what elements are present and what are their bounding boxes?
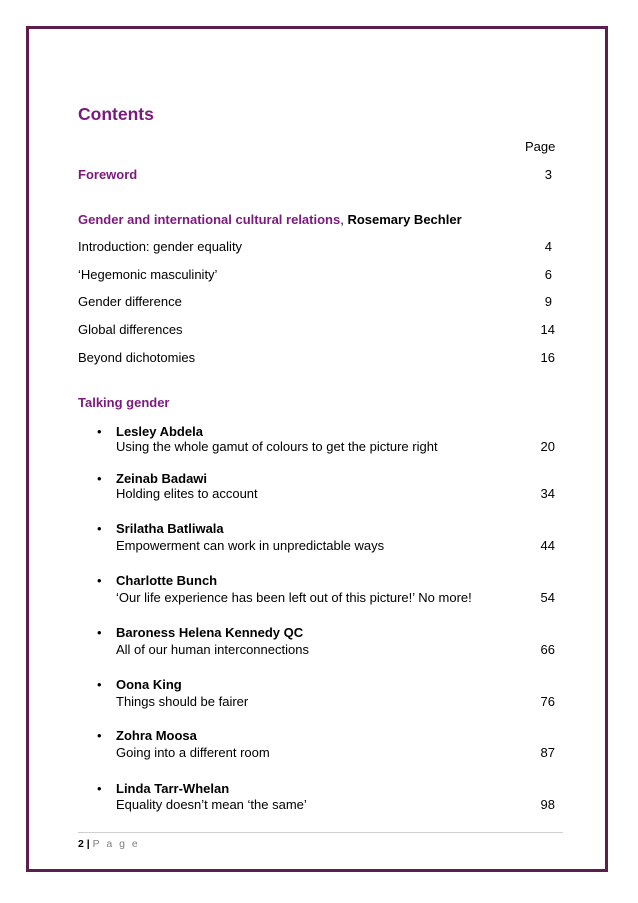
toc-entry-title[interactable]: Things should be fairer [116,694,249,709]
contents-title: Contents [78,104,154,124]
bullet-icon: • [97,573,102,588]
toc-item-page: 9 [544,294,552,309]
toc-entry-page: 34 [540,486,555,501]
toc-item-label[interactable]: ‘Hegemonic masculinity’ [78,267,218,282]
toc-item-label[interactable]: Gender difference [78,294,182,309]
toc-item-label[interactable]: Introduction: gender equality [78,239,243,254]
section-heading-text: Gender and international cultural relations [78,212,341,227]
toc-entry-name[interactable]: Oona King [116,677,182,692]
section-heading-author: Rosemary Bechler [347,212,462,227]
toc-foreword-label[interactable]: Foreword [78,167,138,182]
toc-item-page: 14 [540,322,555,337]
toc-entry-page: 54 [540,590,555,605]
toc-entry-page: 66 [540,642,555,657]
page-footer [78,838,140,850]
toc-entry-title[interactable]: ‘Our life experience has been left out of this picture!’ No more! [116,590,472,605]
bullet-icon: • [97,521,102,536]
toc-entry-title[interactable]: Going into a different room [116,745,270,760]
toc-section-heading[interactable] [78,212,462,227]
toc-entry-page: 98 [540,797,555,812]
section-heading-sep: , [340,212,348,227]
toc-entry-title[interactable]: Using the whole gamut of colours to get the picture right [116,439,438,454]
footer-divider [78,832,563,833]
footer-page-number: 2 [78,838,84,850]
toc-entry-name[interactable]: Baroness Helena Kennedy QC [116,625,304,640]
toc-entry-page: 44 [540,538,555,553]
toc-entry-title[interactable]: Equality doesn’t mean ‘the same’ [116,797,307,812]
footer-page-word: P a g e [92,838,140,850]
toc-foreword-page: 3 [544,167,552,182]
toc-entry-page: 87 [540,745,555,760]
toc-entry-name[interactable]: Linda Tarr-Whelan [116,781,230,796]
toc-entry-name[interactable]: Zohra Moosa [116,728,197,743]
toc-entry-name[interactable]: Srilatha Batliwala [116,521,224,536]
bullet-icon: • [97,677,102,692]
toc-entry-page: 20 [540,439,555,454]
footer-separator: | [86,838,90,850]
bullet-icon: • [97,471,102,486]
bullet-icon: • [97,625,102,640]
toc-entry-page: 76 [540,694,555,709]
bullet-icon: • [97,424,102,439]
toc-entry-name[interactable]: Zeinab Badawi [116,471,208,486]
toc-entry-title[interactable]: All of our human interconnections [116,642,309,657]
toc-entry-name[interactable]: Lesley Abdela [116,424,203,439]
toc-section-heading-talking[interactable]: Talking gender [78,395,170,410]
toc-item-page: 4 [544,239,552,254]
page-column-header: Page [525,139,556,154]
toc-item-page: 6 [544,267,552,282]
toc-entry-title[interactable]: Holding elites to account [116,486,258,501]
toc-item-label[interactable]: Beyond dichotomies [78,350,196,365]
toc-item-page: 16 [540,350,555,365]
toc-item-label[interactable]: Global differences [78,322,183,337]
bullet-icon: • [97,728,102,743]
toc-entry-title[interactable]: Empowerment can work in unpredictable ways [116,538,385,553]
toc-entry-name[interactable]: Charlotte Bunch [116,573,218,588]
bullet-icon: • [97,781,102,796]
